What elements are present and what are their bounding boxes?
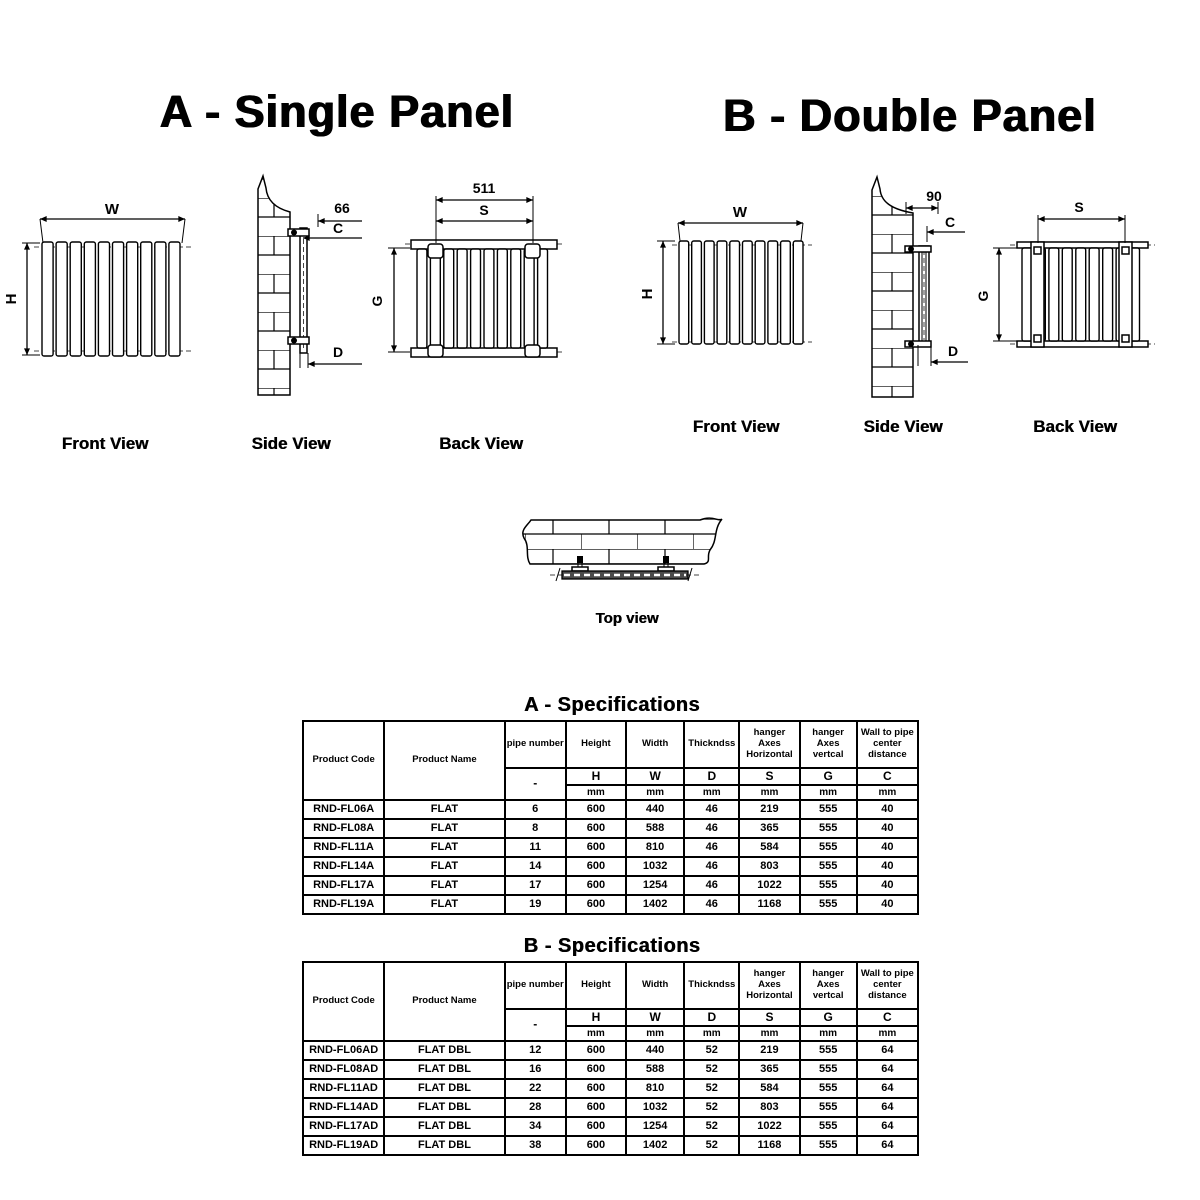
radiator-slats [417, 249, 548, 348]
bracket-bolt [291, 230, 297, 236]
table-cell: 600 [566, 1060, 626, 1079]
table-row [303, 1060, 918, 1079]
table-cell: 52 [684, 1098, 739, 1117]
sub-header-g: G [800, 1009, 857, 1026]
dim-label-w: W [732, 204, 748, 221]
table-cell: 588 [626, 819, 684, 838]
col-header-height: Height [566, 962, 626, 1009]
table-cell: 555 [800, 1117, 857, 1136]
table-cell: FLAT DBL [384, 1136, 504, 1155]
table-cell: 34 [505, 1117, 566, 1136]
table-cell: 600 [566, 1098, 626, 1117]
radiator-slat [1103, 248, 1113, 341]
table-row [303, 876, 918, 895]
dim-label-g: G [369, 295, 385, 307]
table-cell: 1022 [739, 1117, 799, 1136]
view-label-back-a: Back View [439, 434, 523, 453]
table-cell: 600 [566, 1079, 626, 1098]
table-cell: FLAT DBL [384, 1060, 504, 1079]
table-cell: 46 [684, 819, 739, 838]
bracket-clip [1034, 247, 1041, 254]
radiator-slat [42, 242, 53, 356]
radiator-slats [679, 241, 803, 344]
table-cell: 810 [626, 1079, 684, 1098]
radiator-slat [497, 249, 507, 348]
unit-cell: mm [684, 1026, 739, 1041]
table-cell: RND-FL08AD [303, 1060, 384, 1079]
bracket-bolt [291, 338, 297, 344]
table-cell: 600 [566, 800, 626, 819]
col-header-hanger-vertical: hanger Axes vertcal [800, 962, 857, 1009]
hanger-bracket [525, 244, 540, 258]
unit-cell: mm [739, 1026, 799, 1041]
radiator-slat [1076, 248, 1086, 341]
sub-header-g: G [800, 768, 857, 785]
unit-cell: mm [626, 1026, 684, 1041]
wall-section [258, 176, 290, 395]
table-cell: 600 [566, 1117, 626, 1136]
radiator-slat [1062, 248, 1072, 341]
sub-header-d: D [684, 1009, 739, 1026]
dim-label-90: 90 [926, 188, 942, 204]
col-header-wall-distance: Wall to pipe center distance [857, 962, 918, 1009]
radiator-slats [42, 242, 180, 356]
dim-label-s: S [1074, 199, 1084, 215]
extension-line [801, 223, 803, 241]
table-cell: 555 [800, 895, 857, 914]
spec-table-b-body [303, 1041, 918, 1155]
bracket-bolt [908, 341, 914, 347]
table-row [303, 1098, 918, 1117]
table-cell: 219 [739, 800, 799, 819]
dim-label-c: C [944, 214, 956, 230]
extension-line [678, 223, 680, 241]
col-header-height: Height [566, 721, 626, 768]
table-cell: 1022 [739, 876, 799, 895]
table-cell: 46 [684, 838, 739, 857]
table-cell: 600 [566, 1136, 626, 1155]
table-cell: RND-FL06AD [303, 1041, 384, 1060]
table-cell: 803 [739, 1098, 799, 1117]
sub-header-w: W [626, 768, 684, 785]
radiator-slat [1089, 248, 1099, 341]
table-cell: 12 [505, 1041, 566, 1060]
sub-header-dash: - [505, 1009, 566, 1041]
radiator-slat [679, 241, 689, 344]
col-header-pipe-number: pipe number [505, 721, 566, 768]
radiator-slat [169, 242, 180, 356]
table-cell: 52 [684, 1079, 739, 1098]
table-row [303, 1079, 918, 1098]
table-row [303, 800, 918, 819]
radiator-slat [704, 241, 714, 344]
unit-cell: mm [566, 1026, 626, 1041]
unit-cell: mm [566, 785, 626, 800]
table-row [303, 1041, 918, 1060]
table-cell: RND-FL17AD [303, 1117, 384, 1136]
table-cell: 584 [739, 838, 799, 857]
col-header-hanger-horizontal: hanger Axes Horizontal [739, 962, 799, 1009]
col-header-wall-distance: Wall to pipe center distance [857, 721, 918, 768]
sub-header-w: W [626, 1009, 684, 1026]
sub-header-c: C [857, 768, 918, 785]
table-cell: 555 [800, 819, 857, 838]
radiator-slat [127, 242, 138, 356]
view-label-side-b: Side View [863, 417, 943, 436]
col-header-width: Width [626, 721, 684, 768]
col-header-thickness: Thickndss [684, 962, 739, 1009]
bolt-head [577, 556, 583, 563]
table-cell: 555 [800, 876, 857, 895]
col-header-hanger-vertical: hanger Axes vertcal [800, 721, 857, 768]
table-cell: FLAT [384, 895, 504, 914]
table-cell: 1254 [626, 876, 684, 895]
radiator-slat [471, 249, 481, 348]
table-cell: 555 [800, 838, 857, 857]
table-cell: 600 [566, 838, 626, 857]
bracket-clip [1122, 247, 1129, 254]
table-cell: 46 [684, 876, 739, 895]
bracket-channel [1031, 242, 1044, 347]
table-cell: 52 [684, 1117, 739, 1136]
table-cell: FLAT [384, 819, 504, 838]
radiator-slat [511, 249, 521, 348]
hanger-bracket [428, 345, 443, 357]
table-cell: 803 [739, 857, 799, 876]
radiator-slat [793, 241, 803, 344]
table-cell: 64 [857, 1098, 918, 1117]
table-cell: FLAT DBL [384, 1098, 504, 1117]
bracket-channel [1119, 242, 1132, 347]
radiator-slat [781, 241, 791, 344]
unit-cell: mm [800, 785, 857, 800]
table-cell: 64 [857, 1060, 918, 1079]
table-cell: 64 [857, 1117, 918, 1136]
dim-label-g: G [975, 290, 991, 302]
sub-header-h: H [566, 1009, 626, 1026]
table-cell: 555 [800, 1098, 857, 1117]
radiator-slat [56, 242, 67, 356]
table-cell: 8 [505, 819, 566, 838]
table-cell: 46 [684, 895, 739, 914]
dim-label-d: D [947, 343, 959, 359]
side-view-b-drawing [872, 177, 968, 397]
title-single-panel: A - Single Panel [159, 86, 515, 137]
table-cell: 22 [505, 1079, 566, 1098]
table-cell: 365 [739, 1060, 799, 1079]
dim-label-s: S [479, 202, 489, 218]
radiator-slat [524, 249, 534, 348]
radiator-slat [1049, 248, 1059, 341]
col-header-width: Width [626, 962, 684, 1009]
col-header-product-code: Product Code [303, 962, 384, 1041]
radiator-slat [743, 241, 753, 344]
unit-cell: mm [739, 785, 799, 800]
radiator-slat [484, 249, 494, 348]
col-header-hanger-horizontal: hanger Axes Horizontal [739, 721, 799, 768]
table-cell: 46 [684, 857, 739, 876]
bolt-head [663, 556, 669, 563]
radiator-slat [141, 242, 152, 356]
unit-cell: mm [626, 785, 684, 800]
dim-label-w: W [104, 201, 120, 218]
spec-table-a-body [303, 800, 918, 914]
unit-cell: mm [857, 1026, 918, 1041]
table-row [303, 1136, 918, 1155]
title-double-panel: B - Double Panel [723, 90, 1097, 141]
bracket-clip [1034, 335, 1041, 342]
view-label-side-a: Side View [251, 434, 331, 453]
table-cell: 40 [857, 800, 918, 819]
table-cell: 64 [857, 1136, 918, 1155]
table-cell: 555 [800, 800, 857, 819]
side-view-a-drawing [258, 176, 362, 395]
table-cell: 555 [800, 1060, 857, 1079]
table-cell: 1168 [739, 1136, 799, 1155]
table-cell: 1032 [626, 857, 684, 876]
col-header-thickness: Thickndss [684, 721, 739, 768]
table-cell: 40 [857, 857, 918, 876]
back-view-b-drawing [975, 199, 1155, 347]
table-cell: 11 [505, 838, 566, 857]
table-cell: RND-FL19AD [303, 1136, 384, 1155]
col-header-product-name: Product Name [384, 721, 504, 800]
dim-label-511: 511 [472, 180, 496, 196]
table-cell: RND-FL17A [303, 876, 384, 895]
table-cell: 555 [800, 1136, 857, 1155]
radiator-slat [692, 241, 702, 344]
radiator-slat [755, 241, 765, 344]
table-cell: 40 [857, 895, 918, 914]
radiator-slat [538, 249, 548, 348]
table-cell: RND-FL19A [303, 895, 384, 914]
table-row [303, 895, 918, 914]
table-cell: 600 [566, 857, 626, 876]
table-cell: 588 [626, 1060, 684, 1079]
table-cell: 28 [505, 1098, 566, 1117]
spec-table-b [302, 961, 919, 1156]
wall-section [523, 518, 722, 564]
table-cell: 1402 [626, 895, 684, 914]
dim-label-c: C [332, 220, 344, 236]
table-cell: 600 [566, 1041, 626, 1060]
table-cell: FLAT DBL [384, 1117, 504, 1136]
extension-line [182, 219, 185, 243]
col-header-product-code: Product Code [303, 721, 384, 800]
radiator-slat [70, 242, 81, 356]
sub-header-s: S [739, 1009, 799, 1026]
table-cell: FLAT DBL [384, 1041, 504, 1060]
radiator-slat [98, 242, 109, 356]
sub-header-s: S [739, 768, 799, 785]
table-cell: 19 [505, 895, 566, 914]
view-label-back-b: Back View [1033, 417, 1117, 436]
table-cell: 555 [800, 1041, 857, 1060]
radiator-slat [768, 241, 778, 344]
table-cell: RND-FL11AD [303, 1079, 384, 1098]
table-cell: FLAT DBL [384, 1079, 504, 1098]
table-row [303, 1117, 918, 1136]
table-cell: 14 [505, 857, 566, 876]
table-cell: 16 [505, 1060, 566, 1079]
table-cell: 38 [505, 1136, 566, 1155]
view-label-front-b: Front View [692, 417, 780, 436]
extension-line [40, 219, 43, 243]
col-header-product-name: Product Name [384, 962, 504, 1041]
table-cell: 6 [505, 800, 566, 819]
table-cell: 1402 [626, 1136, 684, 1155]
table-cell: RND-FL08A [303, 819, 384, 838]
table-cell: 1168 [739, 895, 799, 914]
table-cell: 584 [739, 1079, 799, 1098]
table-cell: 40 [857, 819, 918, 838]
spec-section-a [302, 694, 922, 915]
dim-label-h: H [3, 293, 20, 305]
table-cell: 440 [626, 1041, 684, 1060]
table-cell: 17 [505, 876, 566, 895]
table-cell: RND-FL11A [303, 838, 384, 857]
top-view-drawing [523, 518, 722, 581]
radiator-slat [717, 241, 727, 344]
table-cell: 600 [566, 895, 626, 914]
table-cell: FLAT [384, 838, 504, 857]
table-cell: FLAT [384, 857, 504, 876]
table-cell: 1032 [626, 1098, 684, 1117]
dim-label-d: D [332, 344, 344, 360]
table-cell: 810 [626, 838, 684, 857]
back-view-a-drawing [369, 180, 562, 357]
table-cell: 64 [857, 1079, 918, 1098]
front-view-a-drawing [3, 201, 191, 356]
view-label-top: Top view [595, 610, 659, 627]
sub-header-dash: - [505, 768, 566, 800]
dim-label-h: H [639, 288, 656, 300]
table-cell: 555 [800, 857, 857, 876]
table-cell: 52 [684, 1136, 739, 1155]
col-header-pipe-number: pipe number [505, 962, 566, 1009]
bracket-bolt [908, 246, 914, 252]
table-cell: RND-FL14AD [303, 1098, 384, 1117]
radiator-slat [417, 249, 427, 348]
unit-cell: mm [800, 1026, 857, 1041]
radiator-slat [155, 242, 166, 356]
table-cell: 52 [684, 1041, 739, 1060]
table-row [303, 857, 918, 876]
table-cell: 600 [566, 876, 626, 895]
table-cell: 46 [684, 800, 739, 819]
wall-section [872, 177, 913, 397]
spec-section-b [302, 935, 922, 1156]
unit-cell: mm [684, 785, 739, 800]
dim-label-66: 66 [334, 200, 350, 216]
table-cell: 40 [857, 838, 918, 857]
table-cell: 219 [739, 1041, 799, 1060]
radiator-slat [113, 242, 124, 356]
table-cell: FLAT [384, 800, 504, 819]
spec-title-a: A - Specifications [523, 694, 701, 716]
bracket-clip [1122, 335, 1129, 342]
radiator-slat [730, 241, 740, 344]
hanger-bracket [525, 345, 540, 357]
table-cell: 555 [800, 1079, 857, 1098]
sub-header-d: D [684, 768, 739, 785]
spec-title-b: B - Specifications [523, 935, 701, 957]
sub-header-c: C [857, 1009, 918, 1026]
spec-table-a [302, 720, 919, 915]
unit-cell: mm [857, 785, 918, 800]
table-cell: 365 [739, 819, 799, 838]
table-row [303, 838, 918, 857]
table-row [303, 819, 918, 838]
table-cell: 440 [626, 800, 684, 819]
table-cell: FLAT [384, 876, 504, 895]
hanger-bracket [428, 244, 443, 258]
view-label-front-a: Front View [61, 434, 149, 453]
table-cell: RND-FL06A [303, 800, 384, 819]
radiator-slat [444, 249, 454, 348]
table-cell: 1254 [626, 1117, 684, 1136]
radiator-slat [430, 249, 440, 348]
table-cell: 64 [857, 1041, 918, 1060]
table-cell: RND-FL14A [303, 857, 384, 876]
table-cell: 40 [857, 876, 918, 895]
table-cell: 600 [566, 819, 626, 838]
front-view-b-drawing [639, 204, 812, 344]
table-cell: 52 [684, 1060, 739, 1079]
radiator-slat [457, 249, 467, 348]
sub-header-h: H [566, 768, 626, 785]
radiator-slat [84, 242, 95, 356]
